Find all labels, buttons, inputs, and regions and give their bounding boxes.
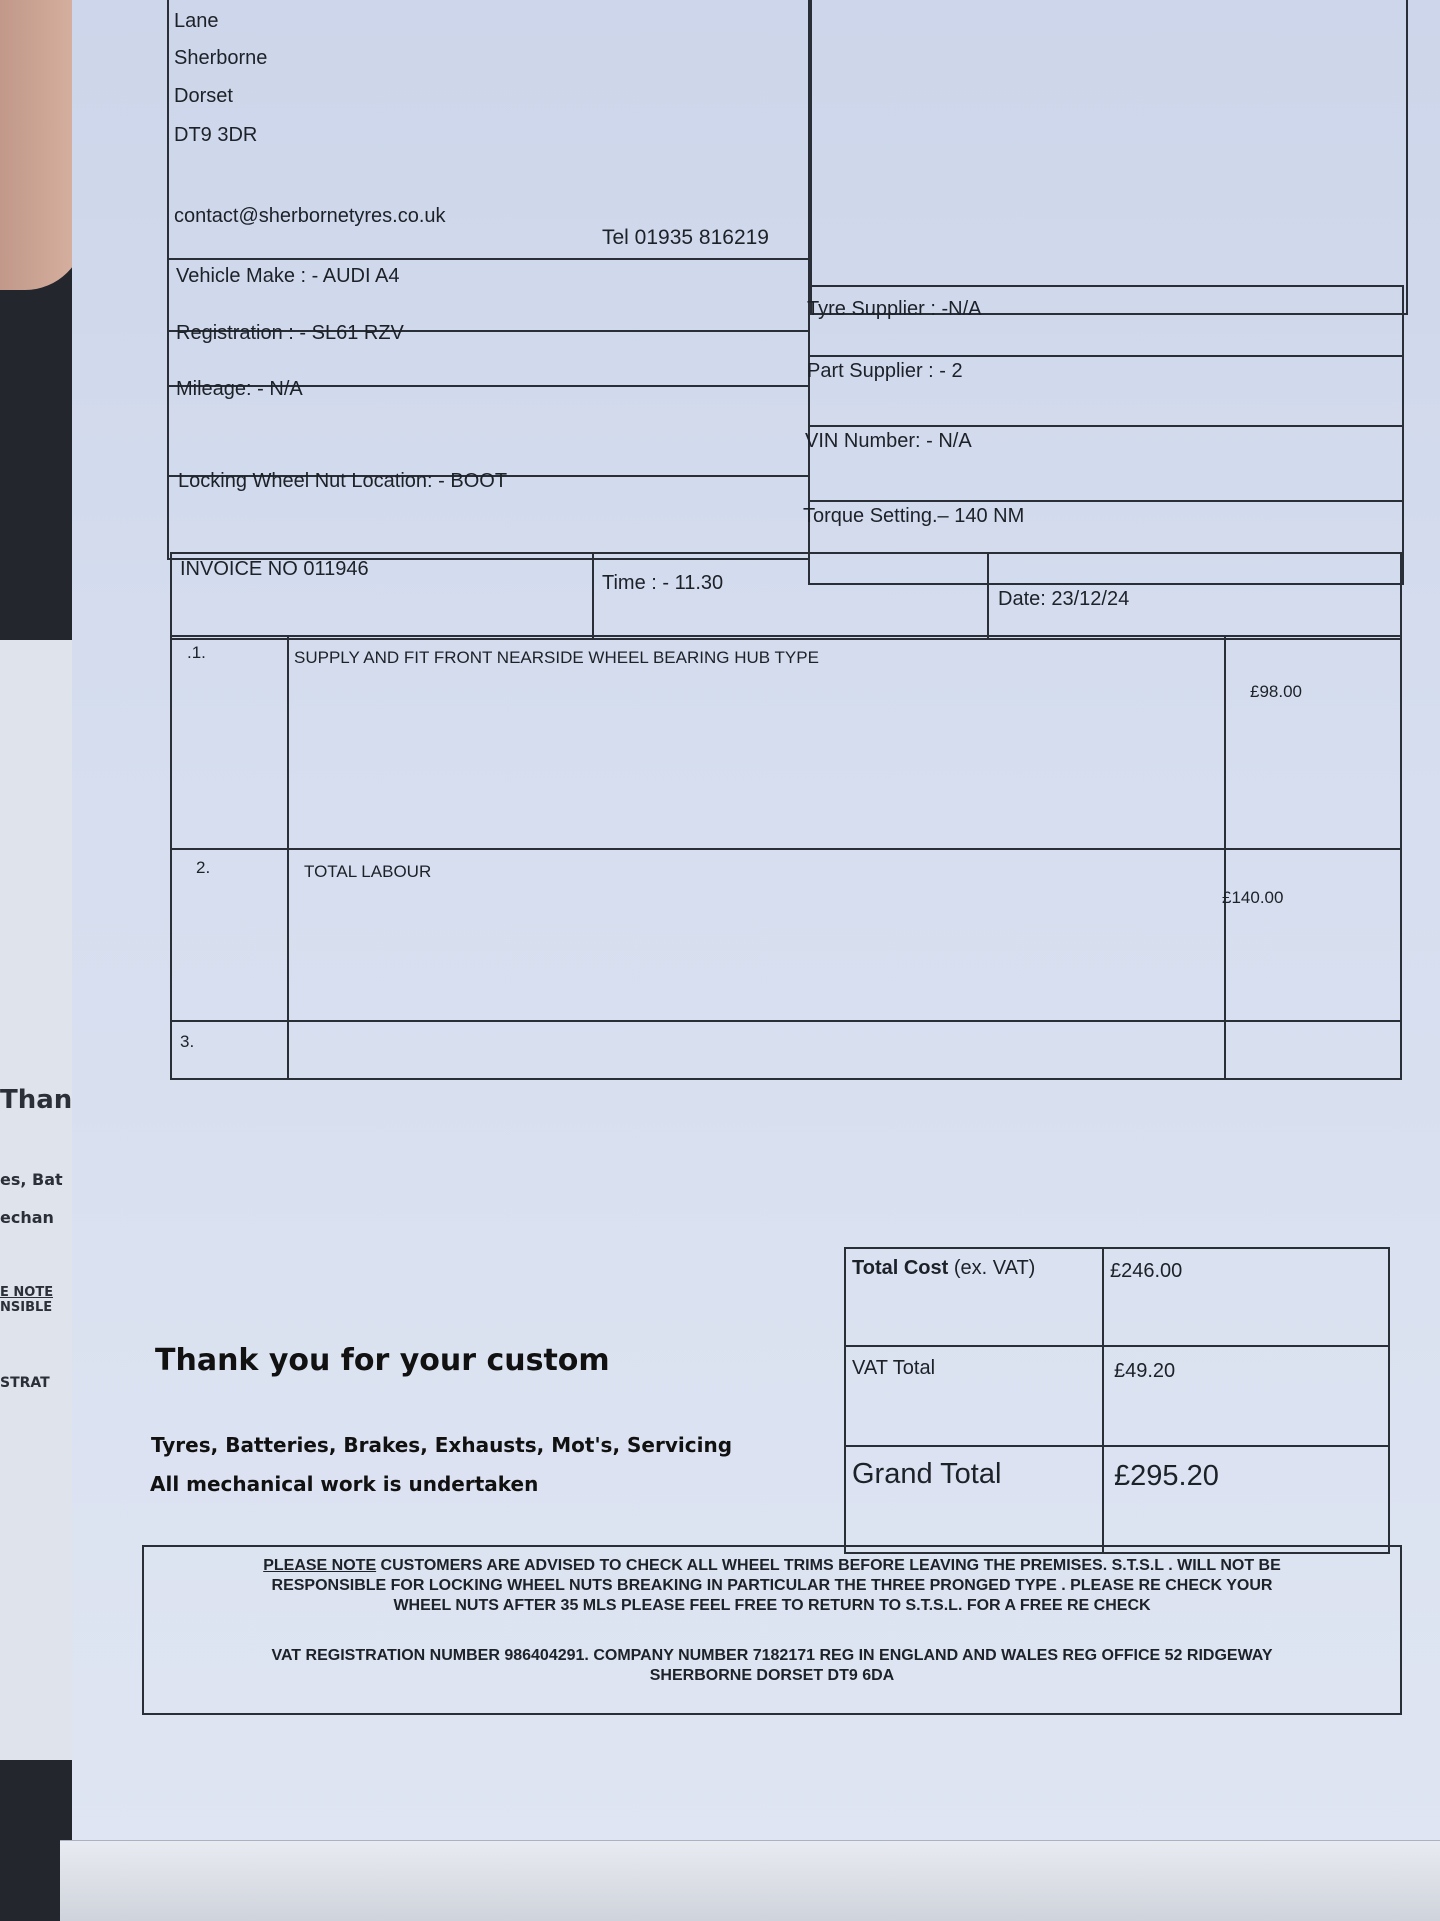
address-postcode: DT9 3DR (174, 124, 258, 146)
vat-registration: VAT REGISTRATION NUMBER 986404291. COMPANY NUMBER 7182171 REG IN ENGLAND AND WALES REG OFFICE 52 RIDGEWAY (271, 1647, 1273, 1664)
line-item-number: 3. (180, 1032, 195, 1051)
line-item-number: 2. (196, 858, 211, 877)
contact-tel: Tel 01935 816219 (602, 226, 769, 249)
underlying-text: es, Bat (0, 1170, 63, 1189)
header-right-box (810, 0, 1408, 315)
services-list: Tyres, Batteries, Brakes, Exhausts, Mot's, Servicing (151, 1433, 733, 1457)
registered-office: SHERBORNE DORSET DT9 6DA (649, 1667, 895, 1684)
vin-number: VIN Number: - N/A (805, 430, 972, 452)
mechanical-note: All mechanical work is undertaken (150, 1472, 539, 1496)
vat-total-label: VAT Total (852, 1357, 936, 1379)
address-town: Sherborne (174, 47, 268, 69)
tyre-supplier: Tyre Supplier : -N/A (807, 298, 982, 320)
thanks-title: Thank you for your custom (155, 1343, 610, 1378)
line-item-price: £98.00 (1250, 682, 1302, 701)
vehicle-box (167, 258, 810, 560)
line-item-description: TOTAL LABOUR (304, 862, 432, 881)
torque-setting: Torque Setting.– 140 NM (803, 505, 1025, 527)
invoice-time: Time : - 11.30 (602, 572, 724, 594)
underlying-text: NSIBLE (0, 1300, 53, 1315)
underlying-text: STRAT (0, 1375, 50, 1391)
notice-line: WHEEL NUTS AFTER 35 MLS PLEASE FEEL FREE TO RETURN TO S.T.S.L. FOR A FREE RE CHECK (393, 1597, 1151, 1614)
underlying-text: Than (0, 1085, 73, 1115)
sheet-stack-edge (60, 1840, 1440, 1921)
address-street: Lane (174, 10, 219, 32)
grand-total-value: £295.20 (1114, 1460, 1219, 1492)
total-cost-value: £246.00 (1110, 1260, 1183, 1282)
invoice-date: Date: 23/12/24 (998, 588, 1130, 610)
total-cost-label: Total Cost (ex. VAT) (852, 1257, 1036, 1279)
grand-total-label: Grand Total (852, 1458, 1002, 1490)
underlying-text: echan (0, 1208, 54, 1227)
line-item-description: SUPPLY AND FIT FRONT NEARSIDE WHEEL BEARING HUB TYPE (294, 648, 819, 667)
locking-wheel-nut-location: Locking Wheel Nut Location: - BOOT (178, 470, 508, 492)
notice-line: PLEASE NOTE CUSTOMERS ARE ADVISED TO CHECK ALL WHEEL TRIMS BEFORE LEAVING THE PREMISES. S.T.S.L . WILL NOT BE (263, 1557, 1281, 1574)
contact-email: contact@sherbornetyres.co.uk (174, 205, 446, 227)
part-supplier: Part Supplier : - 2 (807, 360, 963, 382)
underlying-text: E NOTE (0, 1285, 54, 1300)
notice-line: RESPONSIBLE FOR LOCKING WHEEL NUTS BREAKING IN PARTICULAR THE THREE PRONGED TYPE . PLEASE RE CHECK YOUR (271, 1577, 1273, 1594)
totals-table (844, 1247, 1390, 1554)
underlying-sheet (0, 640, 81, 1760)
invoice-sheet (72, 0, 1440, 1850)
invoice-number: INVOICE NO 011946 (180, 558, 369, 580)
vehicle-mileage: Mileage: - N/A (176, 378, 303, 400)
vehicle-registration: Registration : - SL61 RZV (176, 322, 404, 344)
vehicle-make: Vehicle Make : - AUDI A4 (176, 265, 400, 287)
vat-total-value: £49.20 (1114, 1360, 1176, 1382)
line-item-number: .1. (187, 643, 206, 662)
line-items-table (170, 635, 1402, 1080)
line-item-price: £140.00 (1222, 888, 1284, 907)
address-county: Dorset (174, 85, 233, 107)
